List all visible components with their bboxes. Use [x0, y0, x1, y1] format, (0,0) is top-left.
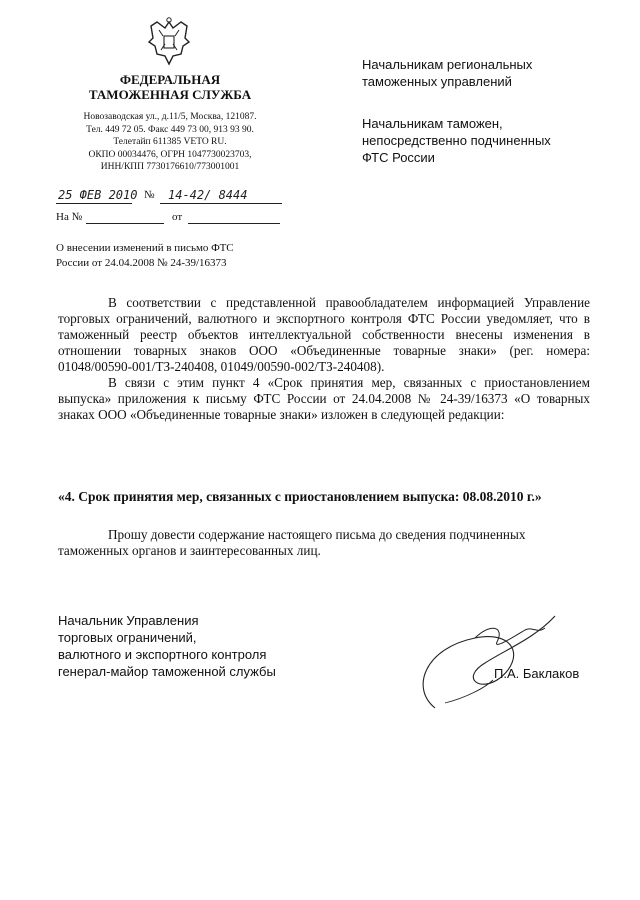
from-label: от	[172, 211, 183, 223]
signer-title-line1: Начальник Управления	[58, 613, 199, 628]
recipient-customs	[362, 115, 592, 166]
subject-line1: О внесении изменений в письмо ФТС	[56, 242, 234, 254]
org-ids: ОКПО 00034476, ОГРН 1047730023703,	[88, 149, 252, 160]
recipient-line: таможенных управлений	[362, 74, 512, 89]
registration-number: 14-42/ 8444	[168, 188, 248, 202]
reference-row	[56, 211, 286, 227]
registration-row	[56, 187, 286, 207]
org-inn: ИНН/КПП 7730176610/773001001	[100, 162, 240, 173]
org-telex: Телетайп 611385 VETO RU.	[113, 137, 227, 148]
reference-label: На №	[56, 211, 83, 223]
signer-title-line3: валютного и экспортного контроля	[58, 647, 267, 662]
recipient-regional	[362, 56, 592, 90]
body-paragraph-1: В соответствии с представленной правообладателем информацией Управление торговых ограничений, валютного и экспортного контроля ФТС России уведомляет, что в таможенный реестр объектов интеллектуальной собственности внесены изменения в отношении товарных знаков ООО «Объединенные товарные знаки» (рег. номера: 01048/00590-001/ТЗ-240408, 01049/00590-002/ТЗ-240408).	[58, 295, 590, 374]
amended-clause: «4. Срок принятия мер, связанных с приостановлением выпуска: 08.08.2010 г.»	[58, 489, 542, 504]
body-paragraph-2: В связи с этим пункт 4 «Срок принятия мер, связанных с приостановлением выпуска» приложения к письму ФТС России от 24.04.2008 № 24-39/16373 «О товарных знаках ООО «Объединенные товарные знаки» изложен в следующей редакции:	[58, 375, 590, 422]
recipient-line: непосредственно подчиненных	[362, 133, 551, 148]
subject-line2: России от 24.04.2008 № 24-39/16373	[56, 257, 227, 269]
org-phone-fax: Тел. 449 72 05. Факс 449 73 00, 913 93 90.	[86, 124, 254, 135]
org-address: Новозаводская ул., д.11/5, Москва, 121087.	[83, 112, 257, 122]
number-label: №	[144, 189, 155, 201]
letter-body	[58, 295, 590, 423]
letter-subject	[56, 241, 296, 271]
org-address-block	[62, 111, 278, 174]
signer-title-line4: генерал-майор таможенной службы	[58, 664, 276, 679]
handwritten-signature	[405, 608, 575, 718]
date-underline	[56, 203, 132, 204]
number-underline	[160, 203, 282, 204]
org-name-line1: ФЕДЕРАЛЬНАЯ	[119, 72, 221, 87]
recipient-line: ФТС России	[362, 150, 435, 165]
signer-name: П.А. Баклаков	[494, 666, 580, 681]
recipient-line: Начальникам таможен,	[362, 116, 503, 131]
registration-date: 25 ФЕВ 2010	[58, 188, 138, 202]
request-paragraph-block	[58, 527, 590, 559]
org-name	[62, 72, 278, 102]
body-paragraph-3: Прошу довести содержание настоящего письма до сведения подчиненных таможенных органов и заинтересованных лиц.	[58, 527, 526, 558]
coat-of-arms-icon	[147, 16, 191, 66]
signer-title-line2: торговых ограничений,	[58, 630, 197, 645]
from-underline	[188, 223, 280, 224]
reference-underline	[86, 223, 164, 224]
signer-title	[58, 612, 318, 680]
recipient-line: Начальникам региональных	[362, 57, 533, 72]
org-name-line2: ТАМОЖЕННАЯ СЛУЖБА	[88, 87, 252, 102]
